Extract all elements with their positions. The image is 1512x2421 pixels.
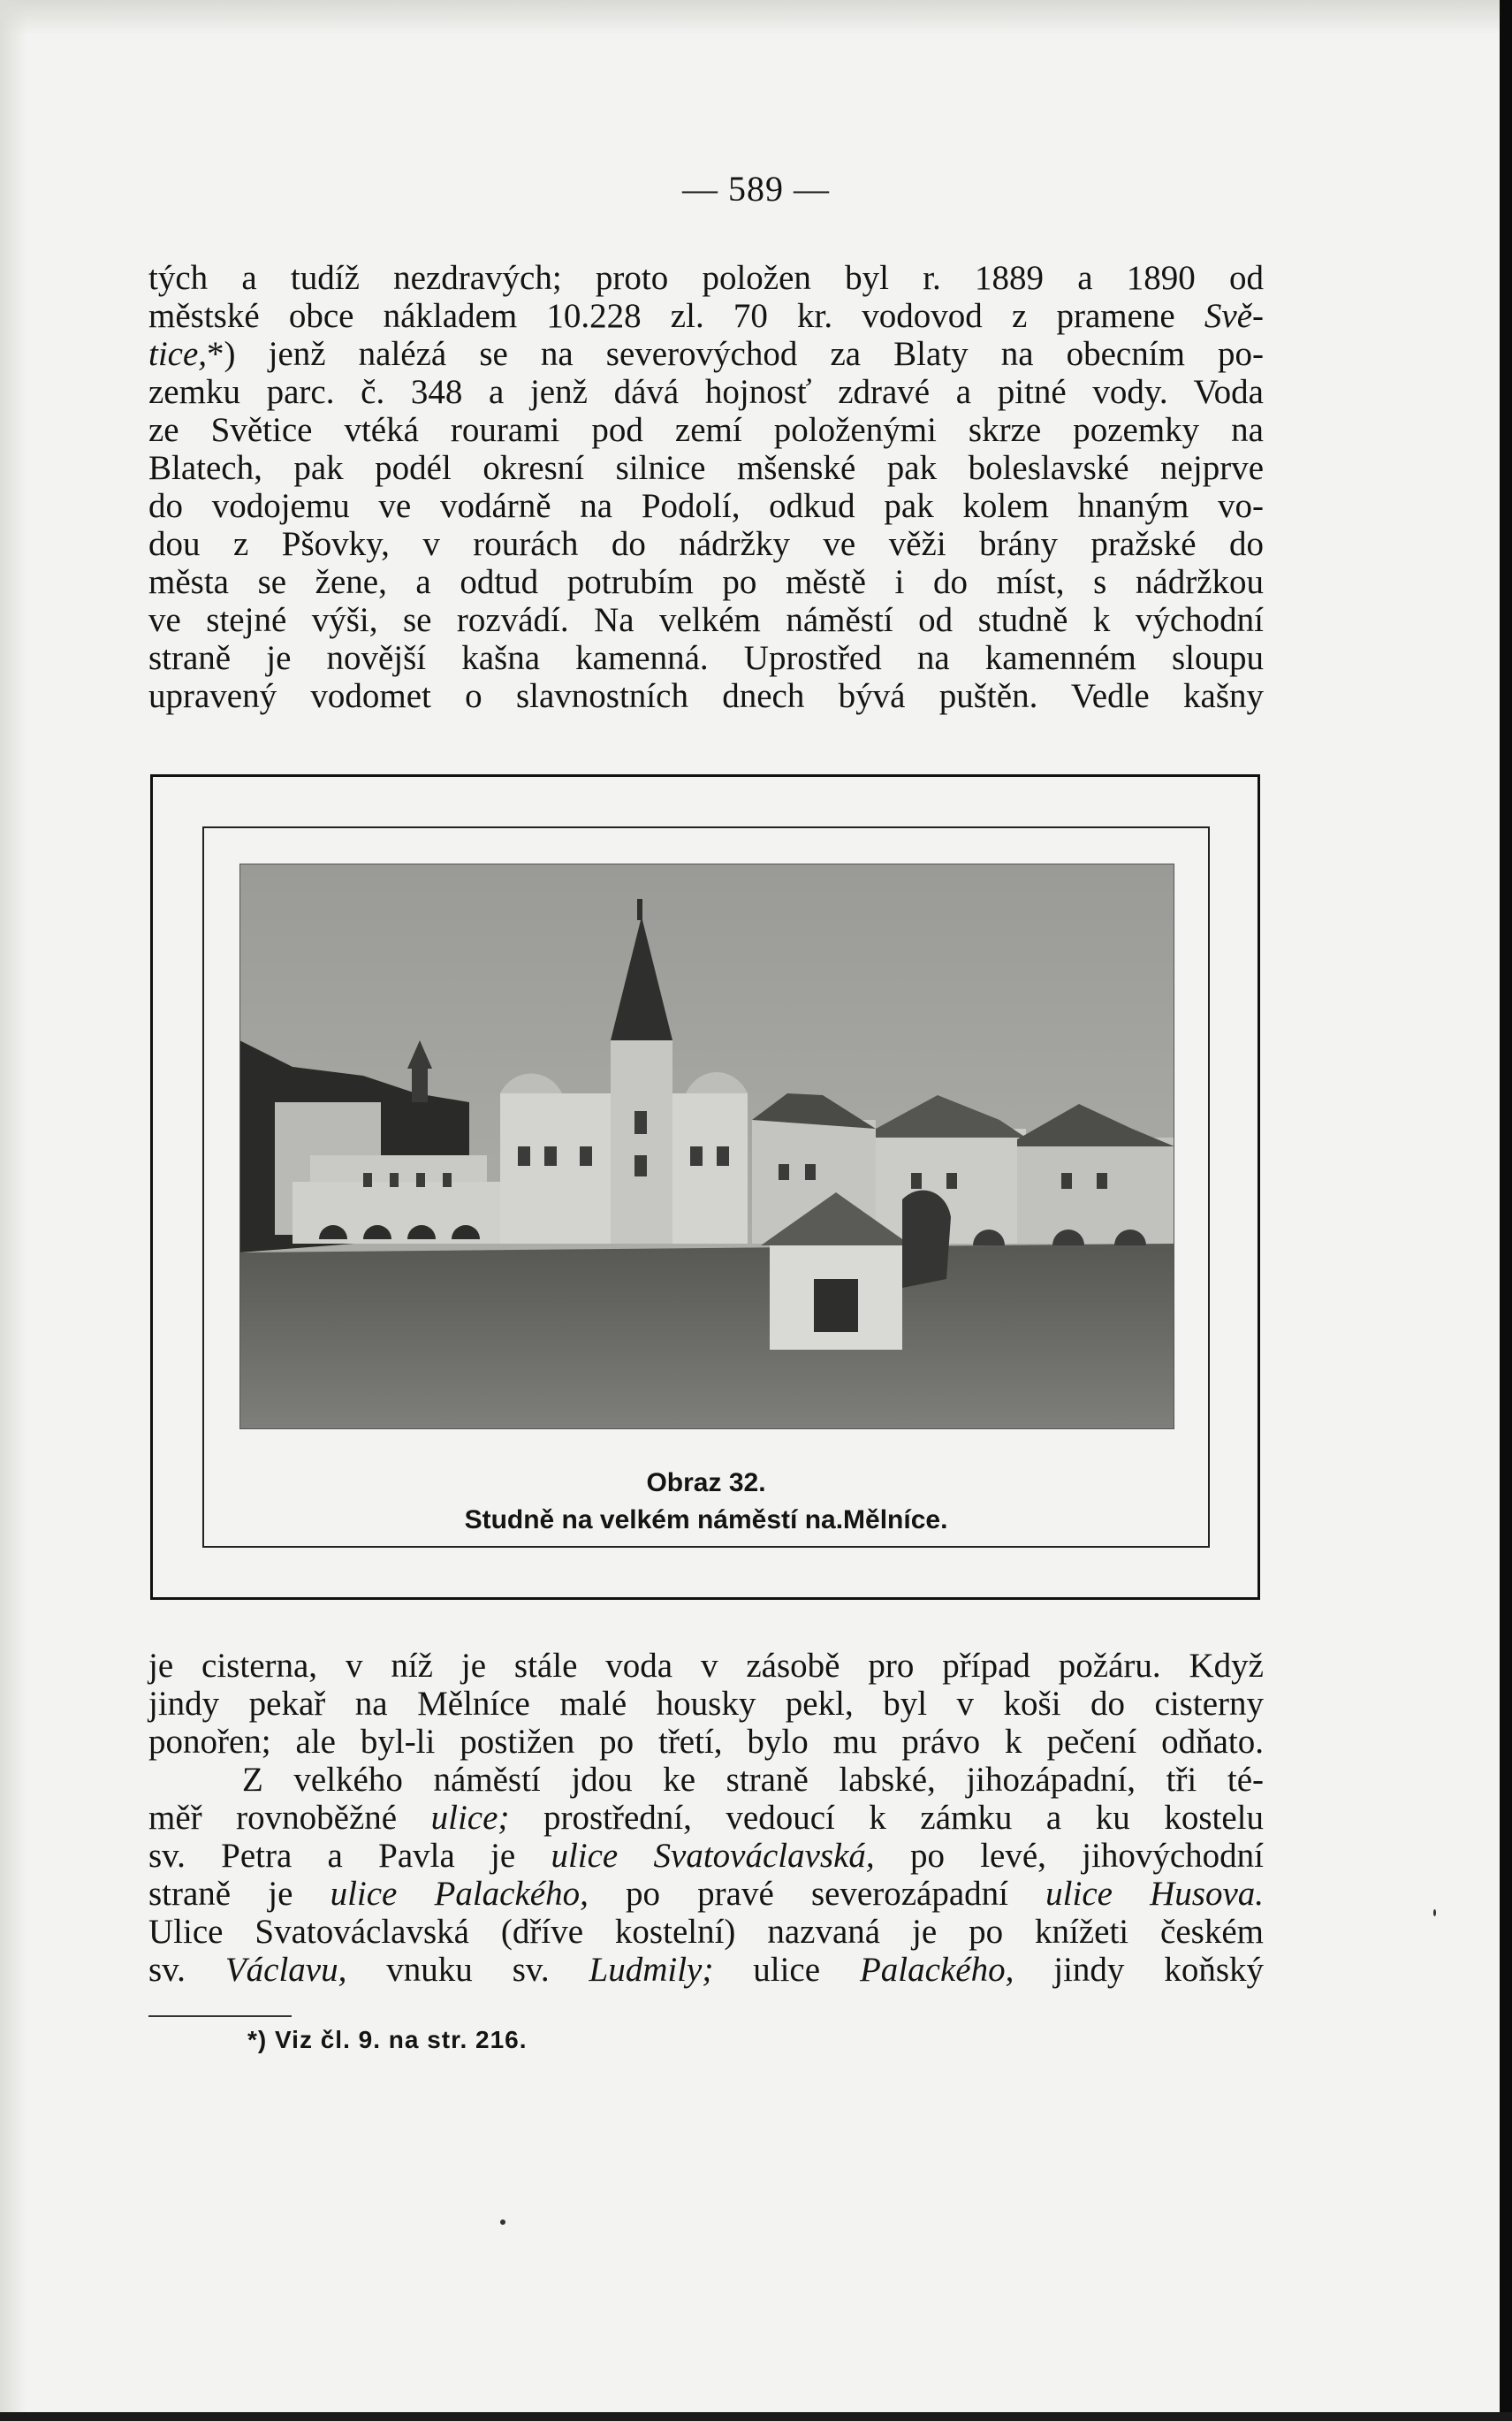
text-fragment: po pravé severozápadní: [626, 1875, 1008, 1913]
text-fragment: straně je: [148, 1875, 293, 1913]
paragraph-2: [148, 1647, 1264, 1989]
text-line: [148, 335, 1264, 373]
text-fragment: městské obce nákladem 10.228 zl. 70 kr. vodovod z pramene: [148, 297, 1175, 335]
italic-fragment: Ludmily;: [589, 1951, 714, 1989]
page-bottom-edge: [0, 2412, 1512, 2421]
italic-fragment: ulice Svatováclavská,: [551, 1837, 875, 1875]
page-shadow-left: [0, 0, 27, 2421]
text-line: straně je novější kašna kamenná. Uprostřed na kamenném sloupu: [148, 639, 1264, 677]
italic-fragment: Palackého,: [859, 1951, 1014, 1989]
town-square-photo: [239, 864, 1174, 1429]
footnote-rule: [148, 2015, 292, 2017]
page-number: — 589 —: [682, 169, 830, 209]
print-speck: [1433, 1909, 1436, 1916]
figure-inner-frame: [202, 826, 1210, 1548]
text-line: do vodojemu ve vodárně na Podolí, odkud pak kolem hnaným vo-: [148, 487, 1264, 525]
italic-fragment: ulice Husova.: [1045, 1875, 1265, 1913]
figure-number: Obraz 32.: [646, 1468, 766, 1497]
italic-fragment: tice,: [148, 335, 208, 373]
page-right-edge: [1500, 0, 1512, 2421]
text-fragment: sv. Petra a Pavla je: [148, 1837, 516, 1875]
print-speck: [500, 2219, 505, 2225]
italic-fragment: ulice Palackého,: [330, 1875, 589, 1913]
text-line: ponořen; ale byl-li postižen po třetí, bylo mu právo k pečení odňato.: [148, 1723, 1264, 1761]
text-line: Z velkého náměstí jdou ke straně labské, jihozápadní, tři té-: [242, 1761, 1264, 1799]
text-line: Blatech, pak podél okresní silnice mšenské pak boleslavské nejprve: [148, 449, 1264, 487]
italic-fragment: ulice;: [430, 1799, 510, 1837]
text-line: ze Světice vtéká rourami pod zemí položenými skrze pozemky na: [148, 411, 1264, 449]
text-line: jindy pekař na Mělníce malé housky pekl, byl v koši do cisterny: [148, 1685, 1264, 1723]
text-line: [148, 1837, 1264, 1875]
figure-frame: [150, 774, 1260, 1600]
footnote: *) Viz čl. 9. na str. 216.: [247, 2026, 528, 2053]
text-line: dou z Pšovky, v rourách do nádržky ve věži brány pražské do: [148, 525, 1264, 563]
text-line: ve stejné výši, se rozvádí. Na velkém náměstí od studně k východní: [148, 601, 1264, 639]
italic-fragment: Svě-: [1204, 297, 1264, 335]
text-line: [148, 1951, 1264, 1989]
text-line: Ulice Svatováclavská (dříve kostelní) nazvaná je po knížeti českém: [148, 1913, 1264, 1951]
text-line: [148, 297, 1264, 335]
text-line: města se žene, a odtud potrubím po městě i do míst, s nádržkou: [148, 563, 1264, 601]
text-fragment: *) jenž nalézá se na severovýchod za Blaty na obecním po-: [207, 335, 1264, 373]
text-fragment: po levé, jihovýchodní: [909, 1837, 1264, 1875]
text-line: zemku parc. č. 348 a jenž dává hojnosť zdravé a pitné vody. Voda: [148, 373, 1264, 411]
figure-caption: Studně na velkém náměstí na.Mělníce.: [464, 1505, 948, 1534]
text-line: tých a tudíž nezdravých; proto položen byl r. 1889 a 1890 od: [148, 259, 1264, 297]
text-fragment: měř rovnoběžné: [148, 1799, 398, 1837]
page-shadow-top: [0, 0, 1512, 35]
text-line: [148, 1875, 1264, 1913]
text-fragment: ulice: [753, 1951, 821, 1989]
photo-illustration: [239, 864, 1174, 1429]
text-fragment: jindy koňský: [1053, 1951, 1265, 1989]
paragraph-1: [148, 259, 1264, 715]
text-line: je cisterna, v níž je stále voda v zásobě pro případ požáru. Když: [148, 1647, 1264, 1685]
text-line: upravený vodomet o slavnostních dnech bývá puštěn. Vedle kašny: [148, 677, 1264, 715]
text-fragment: sv.: [148, 1951, 186, 1989]
text-fragment: prostřední, vedoucí k zámku a ku kostelu: [543, 1799, 1264, 1837]
text-line: [148, 1799, 1264, 1837]
italic-fragment: Václavu,: [224, 1951, 347, 1989]
text-fragment: vnuku sv.: [386, 1951, 550, 1989]
